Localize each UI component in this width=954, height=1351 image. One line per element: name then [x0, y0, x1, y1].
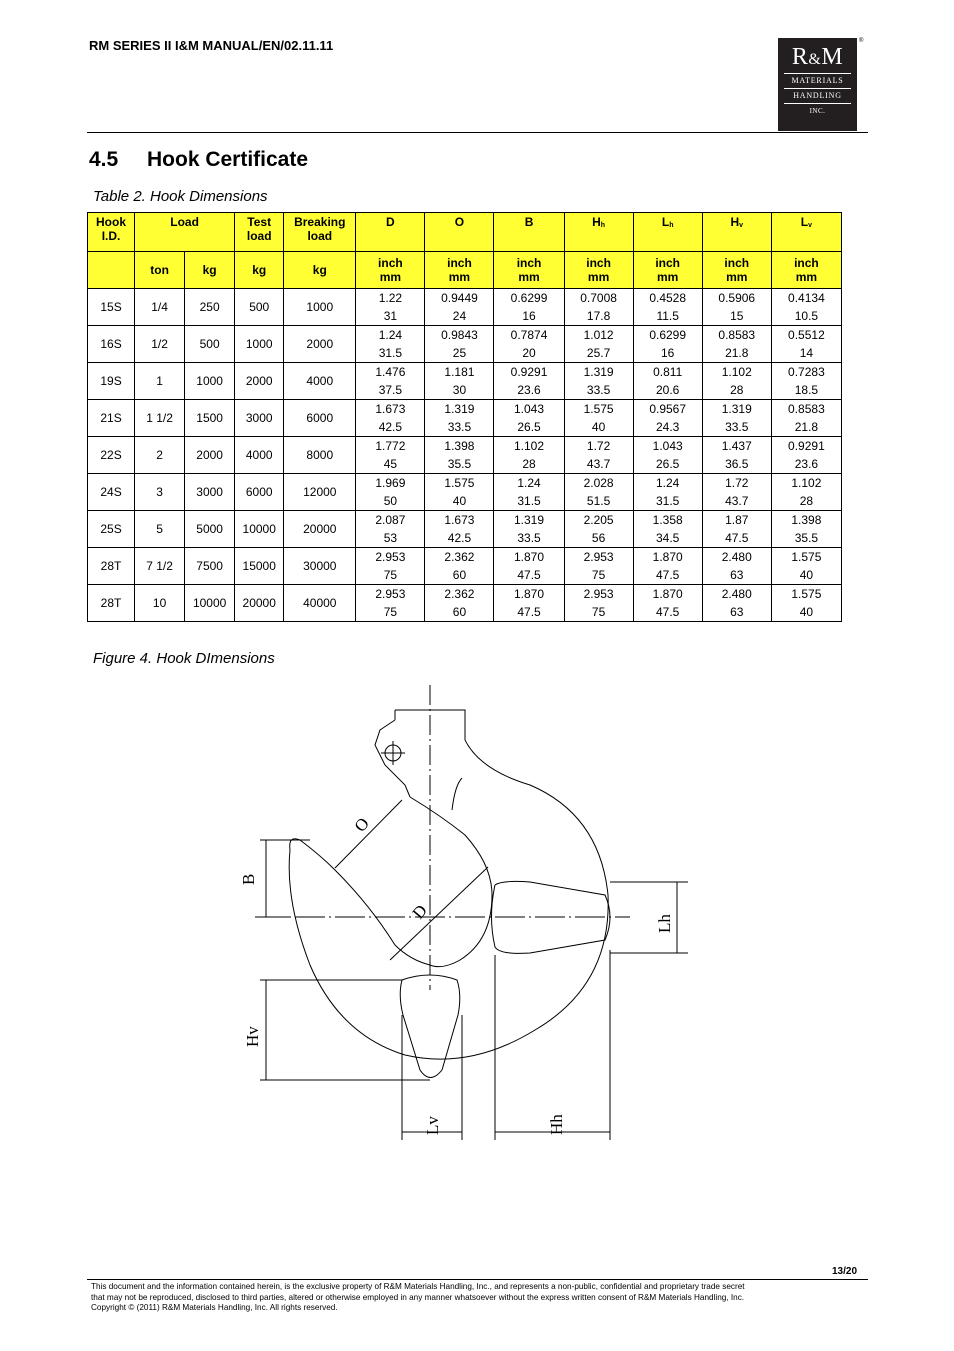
unit-inch-mm: inch mm: [771, 252, 841, 289]
cell-hh: [564, 437, 633, 474]
value-mm: 20: [522, 346, 536, 360]
table-units-row: [88, 252, 842, 289]
cell-o: [425, 474, 494, 511]
col-d: D: [356, 213, 425, 252]
cell-load-kg: 10000: [185, 585, 235, 622]
value-inch: 1.437: [721, 439, 752, 453]
hook-dimensions-drawing: [230, 685, 700, 1150]
value-mm: 42.5: [378, 420, 403, 434]
value-mm: 31.5: [517, 494, 541, 508]
cell-load-ton: 1/2: [135, 326, 185, 363]
col-o: O: [425, 213, 494, 252]
cell-lv: [771, 363, 841, 400]
section-title: Hook Certificate: [147, 148, 309, 171]
value-mm: 21.8: [725, 346, 749, 360]
value-mm: 75: [591, 605, 606, 619]
cell-o: [425, 437, 494, 474]
footer-divider: [87, 1279, 868, 1280]
cell-load-ton: 1: [135, 363, 185, 400]
value-inch: 1.870: [514, 587, 545, 601]
cell-d: [356, 511, 425, 548]
value-inch: 0.9291: [788, 439, 825, 453]
cell-lh: [633, 474, 702, 511]
value-inch: 1.870: [652, 550, 683, 564]
cell-hook-id: 25S: [88, 511, 135, 548]
hook-throat: [410, 797, 492, 967]
cell-hook-id: 22S: [88, 437, 135, 474]
cell-test-load: 1000: [235, 326, 284, 363]
cell-lv: [771, 585, 841, 622]
cell-o: [425, 326, 494, 363]
cell-breaking-load: 30000: [284, 548, 356, 585]
cell-lv: [771, 400, 841, 437]
cell-breaking-load: 6000: [284, 400, 356, 437]
hook-outer-body: [289, 740, 608, 1059]
value-mm: 36.5: [725, 457, 749, 471]
cell-b: [494, 548, 564, 585]
value-mm: 33.5: [517, 531, 541, 545]
value-inch: 1.969: [375, 476, 406, 490]
cell-hh: [564, 474, 633, 511]
cell-test-load: 15000: [235, 548, 284, 585]
value-mm: 60: [452, 568, 467, 582]
value-inch: 0.7283: [788, 365, 825, 379]
value-mm: 40: [591, 420, 606, 434]
value-mm: 75: [383, 605, 398, 619]
cell-hook-id: 28T: [88, 548, 135, 585]
table-row: [88, 363, 842, 400]
table-caption: Table 2. Hook Dimensions: [93, 188, 268, 205]
value-mm: 43.7: [586, 457, 611, 471]
value-mm: 35.5: [447, 457, 472, 471]
table-row: [88, 400, 842, 437]
value-inch: 2.953: [375, 550, 406, 564]
cell-b: [494, 437, 564, 474]
unit-inch-mm: inch mm: [564, 252, 633, 289]
page-number: 13/20: [832, 1266, 858, 1277]
hook-dimensions-table: [87, 212, 842, 622]
cell-d: [356, 548, 425, 585]
cell-lh: [633, 400, 702, 437]
value-inch: 0.7008: [580, 291, 617, 305]
value-inch: 2.087: [375, 513, 406, 527]
value-inch: 1.575: [791, 587, 822, 601]
value-inch: 0.9449: [441, 291, 478, 305]
cell-breaking-load: 8000: [284, 437, 356, 474]
cell-d: [356, 474, 425, 511]
value-mm: 60: [452, 605, 467, 619]
value-inch: 0.6299: [510, 291, 548, 305]
col-b: B: [494, 213, 564, 252]
cell-b: [494, 474, 564, 511]
value-mm: 40: [452, 494, 467, 508]
value-inch: 1.575: [583, 402, 614, 416]
cell-lv: [771, 289, 841, 326]
value-inch: 0.5906: [718, 291, 756, 305]
cell-hh: [564, 363, 633, 400]
cell-load-ton: 7 1/2: [135, 548, 185, 585]
value-mm: 17.8: [586, 309, 611, 323]
value-inch: 1.24: [517, 476, 541, 490]
cell-b: [494, 326, 564, 363]
value-inch: 0.4134: [788, 291, 825, 305]
value-mm: 26.5: [656, 457, 680, 471]
value-mm: 31.5: [656, 494, 680, 508]
section-number: 4.5: [89, 148, 119, 171]
table-row: [88, 585, 842, 622]
value-mm: 37.5: [378, 383, 403, 397]
value-mm: 30: [452, 383, 467, 397]
value-mm: 33.5: [447, 420, 472, 434]
unit-kg: kg: [284, 252, 356, 289]
value-mm: 40: [799, 568, 814, 582]
value-inch: 0.7874: [510, 328, 548, 342]
cell-lh: [633, 585, 702, 622]
value-mm: 47.5: [517, 568, 541, 582]
cell-load-kg: 3000: [185, 474, 235, 511]
value-inch: 1.673: [444, 513, 475, 527]
value-mm: 63: [730, 568, 744, 582]
value-inch: 0.8583: [718, 328, 756, 342]
value-mm: 47.5: [656, 605, 680, 619]
cell-hook-id: 19S: [88, 363, 135, 400]
value-inch: 2.480: [721, 550, 752, 564]
label-d: D: [408, 900, 431, 923]
cell-load-ton: 2: [135, 437, 185, 474]
value-inch: 2.480: [721, 587, 752, 601]
value-mm: 47.5: [517, 605, 541, 619]
cell-load-ton: 1 1/2: [135, 400, 185, 437]
cell-breaking-load: 1000: [284, 289, 356, 326]
cell-hv: [702, 326, 771, 363]
cell-hh: [564, 400, 633, 437]
value-mm: 26.5: [517, 420, 541, 434]
cell-hv: [702, 400, 771, 437]
table-row: [88, 326, 842, 363]
document-header-title: RM SERIES II I&M MANUAL/EN/02.11.11: [89, 38, 334, 53]
value-inch: 1.319: [514, 513, 545, 527]
cell-o: [425, 289, 494, 326]
col-load: Load: [135, 213, 235, 252]
value-inch: 1.772: [375, 439, 406, 453]
cell-hh: [564, 289, 633, 326]
value-mm: 45: [383, 457, 398, 471]
value-inch: 0.9843: [441, 328, 478, 342]
unit-inch-mm: inch mm: [702, 252, 771, 289]
cell-breaking-load: 20000: [284, 511, 356, 548]
value-inch: 1.181: [444, 365, 475, 379]
value-inch: 1.358: [652, 513, 683, 527]
unit-inch-mm: inch mm: [633, 252, 702, 289]
value-mm: 15: [730, 309, 744, 323]
cell-d: [356, 437, 425, 474]
value-inch: 1.22: [378, 291, 403, 305]
cell-lh: [633, 326, 702, 363]
cell-load-ton: 1/4: [135, 289, 185, 326]
table-row: [88, 437, 842, 474]
value-mm: 23.6: [517, 383, 541, 397]
label-b: B: [239, 873, 258, 885]
value-inch: 1.102: [791, 476, 822, 490]
value-inch: 1.012: [583, 328, 614, 342]
cell-hv: [702, 474, 771, 511]
cell-d: [356, 363, 425, 400]
cell-load-ton: 5: [135, 511, 185, 548]
cell-lh: [633, 548, 702, 585]
col-test-load: Test load: [235, 213, 284, 252]
cell-test-load: 500: [235, 289, 284, 326]
cell-test-load: 6000: [235, 474, 284, 511]
value-mm: 28: [730, 383, 744, 397]
cell-load-kg: 2000: [185, 437, 235, 474]
value-mm: 47.5: [725, 531, 749, 545]
table-body: [88, 289, 842, 622]
value-inch: 1.102: [721, 365, 752, 379]
cell-hv: [702, 548, 771, 585]
cell-test-load: 3000: [235, 400, 284, 437]
cell-b: [494, 289, 564, 326]
registered-mark: ®: [859, 38, 864, 44]
cell-hv: [702, 585, 771, 622]
value-mm: 28: [799, 494, 814, 508]
cell-o: [425, 548, 494, 585]
col-hook-id: Hook I.D.: [88, 213, 135, 252]
value-mm: 16: [522, 309, 536, 323]
value-inch: 2.028: [583, 476, 614, 490]
value-mm: 24.3: [656, 420, 680, 434]
value-inch: 1.398: [444, 439, 475, 453]
value-inch: 1.24: [656, 476, 680, 490]
value-inch: 2.953: [583, 550, 614, 564]
cell-load-kg: 5000: [185, 511, 235, 548]
figure-caption: Figure 4. Hook DImensions: [93, 650, 275, 667]
cell-load-ton: 3: [135, 474, 185, 511]
col-lh: Lh: [633, 213, 702, 252]
value-mm: 25.7: [586, 346, 611, 360]
cell-breaking-load: 2000: [284, 326, 356, 363]
unit-ton: ton: [135, 252, 185, 289]
value-inch: 1.319: [721, 402, 752, 416]
cell-breaking-load: 4000: [284, 363, 356, 400]
cell-b: [494, 363, 564, 400]
cell-lv: [771, 548, 841, 585]
cell-hook-id: 24S: [88, 474, 135, 511]
cell-load-kg: 500: [185, 326, 235, 363]
hook-tip: [290, 839, 430, 965]
cell-b: [494, 585, 564, 622]
col-hh: Hh: [564, 213, 633, 252]
value-mm: 63: [730, 605, 744, 619]
table-row: [88, 511, 842, 548]
unit-blank: [88, 252, 135, 289]
value-inch: 1.102: [514, 439, 545, 453]
dim-o-line: [335, 800, 402, 868]
cell-load-ton: 10: [135, 585, 185, 622]
cell-test-load: 4000: [235, 437, 284, 474]
value-mm: 42.5: [447, 531, 472, 545]
value-inch: 2.362: [444, 550, 475, 564]
value-mm: 20.6: [656, 383, 680, 397]
cell-load-kg: 1500: [185, 400, 235, 437]
value-mm: 75: [383, 568, 398, 582]
value-inch: 1.87: [725, 513, 749, 527]
label-lh: Lh: [655, 914, 674, 933]
value-inch: 0.4528: [649, 291, 687, 305]
label-lv: Lv: [423, 1116, 442, 1135]
value-mm: 25: [452, 346, 467, 360]
table-header-row: [88, 213, 842, 252]
value-mm: 31: [383, 309, 398, 323]
cell-d: [356, 326, 425, 363]
unit-inch-mm: inch mm: [494, 252, 564, 289]
label-hv: Hv: [243, 1026, 262, 1047]
cell-d: [356, 289, 425, 326]
cell-lv: [771, 437, 841, 474]
value-mm: 18.5: [794, 383, 819, 397]
header-divider: [87, 132, 868, 133]
value-inch: 1.870: [652, 587, 683, 601]
value-mm: 35.5: [794, 531, 819, 545]
value-inch: 0.9567: [649, 402, 687, 416]
value-mm: 11.5: [656, 309, 679, 323]
cell-b: [494, 511, 564, 548]
value-mm: 56: [591, 531, 606, 545]
cell-test-load: 20000: [235, 585, 284, 622]
value-inch: 1.398: [791, 513, 822, 527]
value-mm: 33.5: [586, 383, 611, 397]
cell-breaking-load: 40000: [284, 585, 356, 622]
value-mm: 14: [799, 346, 814, 360]
value-inch: 0.811: [653, 365, 683, 379]
cell-o: [425, 363, 494, 400]
value-mm: 23.6: [794, 457, 819, 471]
value-mm: 51.5: [586, 494, 611, 508]
cell-hook-id: 16S: [88, 326, 135, 363]
cell-o: [425, 511, 494, 548]
value-mm: 53: [383, 531, 398, 545]
cell-test-load: 2000: [235, 363, 284, 400]
cell-d: [356, 400, 425, 437]
value-inch: 1.673: [375, 402, 406, 416]
cell-hook-id: 28T: [88, 585, 135, 622]
value-mm: 47.5: [656, 568, 680, 582]
cell-hv: [702, 437, 771, 474]
value-inch: 1.043: [652, 439, 683, 453]
value-inch: 1.575: [444, 476, 475, 490]
company-logo: R&M MATERIALS HANDLING INC.: [778, 38, 857, 131]
cell-hook-id: 21S: [88, 400, 135, 437]
cell-d: [356, 585, 425, 622]
col-breaking-load: Breaking load: [284, 213, 356, 252]
cell-o: [425, 400, 494, 437]
col-lv: Lv: [771, 213, 841, 252]
value-inch: 1.575: [791, 550, 822, 564]
cell-b: [494, 400, 564, 437]
table-row: [88, 548, 842, 585]
label-hh: Hh: [547, 1114, 566, 1135]
value-inch: 1.043: [514, 402, 545, 416]
cell-lv: [771, 326, 841, 363]
value-mm: 16: [661, 346, 675, 360]
unit-kg: kg: [235, 252, 284, 289]
cell-load-kg: 250: [185, 289, 235, 326]
cell-lv: [771, 511, 841, 548]
value-mm: 34.5: [656, 531, 680, 545]
value-mm: 24: [452, 309, 467, 323]
cell-hh: [564, 326, 633, 363]
unit-inch-mm: inch mm: [356, 252, 425, 289]
value-mm: 50: [383, 494, 398, 508]
table-row: [88, 474, 842, 511]
value-inch: 0.6299: [649, 328, 687, 342]
value-mm: 43.7: [725, 494, 749, 508]
value-mm: 33.5: [725, 420, 749, 434]
footer-disclaimer: This document and the information contained herein, is the exclusive property of R&M Materials Handling, Inc., and represents a non-public, confidential and proprietary trade secret that may not be reproduced, disclosed to third parties, altered or otherwise employed in any manner whatsoever without the express written consent of R&M Materials Handling, Inc. Copyright © (2011) R&M Materials Handling, Inc. All rights reserved.: [91, 1282, 745, 1312]
col-hv: Hv: [702, 213, 771, 252]
value-inch: 1.319: [444, 402, 475, 416]
cell-test-load: 10000: [235, 511, 284, 548]
cell-hv: [702, 289, 771, 326]
cell-hh: [564, 511, 633, 548]
value-inch: 2.205: [583, 513, 614, 527]
value-inch: 0.8583: [788, 402, 825, 416]
value-mm: 31.5: [378, 346, 403, 360]
cell-breaking-load: 12000: [284, 474, 356, 511]
value-inch: 1.319: [583, 365, 614, 379]
cell-lh: [633, 363, 702, 400]
value-inch: 1.476: [375, 365, 406, 379]
cell-hv: [702, 511, 771, 548]
section-heading: [89, 148, 308, 172]
cell-hv: [702, 363, 771, 400]
value-inch: 0.5512: [788, 328, 825, 342]
value-mm: 10.5: [794, 309, 819, 323]
cell-lh: [633, 289, 702, 326]
cell-hook-id: 15S: [88, 289, 135, 326]
value-mm: 75: [591, 568, 606, 582]
cell-lv: [771, 474, 841, 511]
value-inch: 1.24: [378, 328, 403, 342]
section-hv: [400, 975, 460, 1078]
value-inch: 1.72: [586, 439, 611, 453]
value-inch: 2.362: [444, 587, 475, 601]
table-row: [88, 289, 842, 326]
value-inch: 2.953: [583, 587, 614, 601]
label-o: O: [350, 813, 373, 836]
value-mm: 28: [522, 457, 536, 471]
value-mm: 21.8: [794, 420, 819, 434]
cell-load-kg: 7500: [185, 548, 235, 585]
value-inch: 0.9291: [510, 365, 548, 379]
cell-lh: [633, 511, 702, 548]
value-mm: 40: [799, 605, 814, 619]
cell-lh: [633, 437, 702, 474]
cell-hh: [564, 585, 633, 622]
value-inch: 1.870: [514, 550, 545, 564]
cell-o: [425, 585, 494, 622]
cell-load-kg: 1000: [185, 363, 235, 400]
unit-kg: kg: [185, 252, 235, 289]
value-inch: 1.72: [725, 476, 749, 490]
unit-inch-mm: inch mm: [425, 252, 494, 289]
dim-d-line: [390, 867, 488, 960]
cell-hh: [564, 548, 633, 585]
value-inch: 2.953: [375, 587, 406, 601]
